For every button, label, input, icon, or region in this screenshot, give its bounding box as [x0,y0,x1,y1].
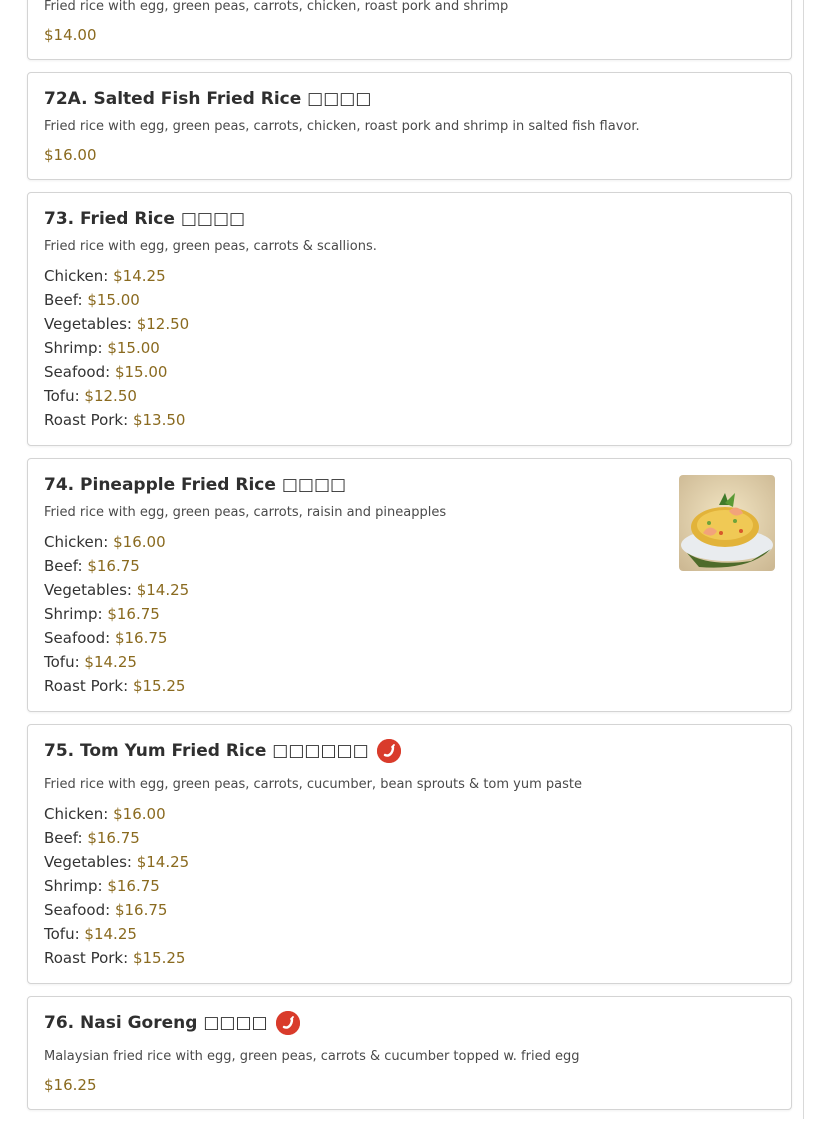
price-option-beef [44,288,775,312]
price-option-roast-pork [44,674,775,698]
price-option-value: $13.50 [132,411,186,429]
price-option-vegetables [44,312,775,336]
price-option-value: $14.25 [113,267,166,285]
price-option-chicken [44,802,775,826]
price-option-value: $16.75 [107,877,160,895]
price-option-value: $15.00 [114,363,168,381]
price-option-seafood [44,626,775,650]
price-option-tofu [44,650,775,674]
chili-pepper-icon [377,739,401,763]
menu-item-title-row [44,739,775,763]
pineapple-fried-rice-photo[interactable] [679,475,775,571]
menu-item-title: 75. Tom Yum Fried Rice □□□□□□ [44,741,369,761]
price-option-value: $12.50 [136,315,190,333]
menu-item-description: Fried rice with egg, green peas, carrots, cucumber, bean sprouts & tom yum paste [44,777,582,792]
price-option-tofu [44,922,775,946]
menu-item-card[interactable] [27,0,792,60]
menu-item-price: $16.00 [44,146,97,164]
price-option-label: Vegetables: [44,853,132,871]
menu-item-description: Fried rice with egg, green peas, carrots, chicken, roast pork and shrimp [44,0,509,14]
price-option-label: Vegetables: [44,581,132,599]
price-option-value: $16.75 [107,605,160,623]
menu-item-price: $14.00 [44,26,97,44]
menu-item-list [27,0,792,1122]
menu-item-card[interactable] [27,724,792,984]
price-option-beef [44,554,775,578]
price-option-chicken [44,264,775,288]
price-option-value: $14.25 [84,653,137,671]
price-option-label: Shrimp: [44,605,103,623]
price-option-value: $16.75 [87,829,140,847]
price-option-value: $15.25 [132,677,186,695]
menu-item-card[interactable] [27,996,792,1110]
price-option-value: $16.75 [114,629,168,647]
price-option-value: $15.00 [87,291,140,309]
page-right-border [803,0,804,1119]
price-option-shrimp [44,874,775,898]
price-option-label: Seafood: [44,901,111,919]
price-option-label: Shrimp: [44,339,103,357]
price-option-label: Chicken: [44,533,109,551]
menu-item-description: Fried rice with egg, green peas, carrots, chicken, roast pork and shrimp in salted fish flavor. [44,119,640,134]
price-option-vegetables [44,578,775,602]
menu-item-description: Fried rice with egg, green peas, carrots & scallions. [44,239,377,254]
price-option-label: Vegetables: [44,315,132,333]
menu-item-title-row [44,1011,775,1035]
price-option-value: $15.00 [107,339,160,357]
menu-item-card[interactable] [27,458,792,712]
price-option-label: Chicken: [44,267,109,285]
price-option-shrimp [44,336,775,360]
price-option-value: $16.75 [87,557,140,575]
price-option-label: Tofu: [44,653,80,671]
price-option-roast-pork [44,946,775,970]
price-option-seafood [44,898,775,922]
menu-item-card[interactable] [27,72,792,180]
price-option-label: Tofu: [44,387,80,405]
price-option-value: $12.50 [84,387,137,405]
price-option-vegetables [44,850,775,874]
price-option-value: $16.75 [114,901,168,919]
price-option-label: Roast Pork: [44,411,129,429]
price-option-label: Seafood: [44,629,111,647]
menu-item-price: $16.25 [44,1076,97,1094]
price-option-beef [44,826,775,850]
food-photo-image [679,475,775,571]
price-option-label: Shrimp: [44,877,103,895]
menu-item-title: 72A. Salted Fish Fried Rice □□□□ [44,89,372,109]
price-option-tofu [44,384,775,408]
price-option-roast-pork [44,408,775,432]
price-option-chicken [44,530,775,554]
price-option-value: $14.25 [136,581,190,599]
price-option-label: Seafood: [44,363,111,381]
menu-item-description: Malaysian fried rice with egg, green peas, carrots & cucumber topped w. fried egg [44,1049,580,1064]
price-option-shrimp [44,602,775,626]
price-option-label: Tofu: [44,925,80,943]
price-option-label: Roast Pork: [44,677,129,695]
price-option-value: $14.25 [136,853,190,871]
price-option-label: Beef: [44,829,83,847]
menu-item-card[interactable] [27,192,792,446]
menu-item-title: 73. Fried Rice □□□□ [44,209,246,229]
price-option-label: Beef: [44,291,83,309]
menu-item-description: Fried rice with egg, green peas, carrots, raisin and pineapples [44,505,447,520]
price-option-value: $16.00 [113,805,166,823]
price-option-value: $16.00 [113,533,166,551]
price-option-label: Beef: [44,557,83,575]
price-option-value: $14.25 [84,925,137,943]
chili-pepper-icon [276,1011,300,1035]
price-option-label: Chicken: [44,805,109,823]
price-option-seafood [44,360,775,384]
menu-item-title: 74. Pineapple Fried Rice □□□□ [44,475,347,495]
price-option-label: Roast Pork: [44,949,129,967]
menu-item-title: 76. Nasi Goreng □□□□ [44,1013,268,1033]
price-option-value: $15.25 [132,949,186,967]
